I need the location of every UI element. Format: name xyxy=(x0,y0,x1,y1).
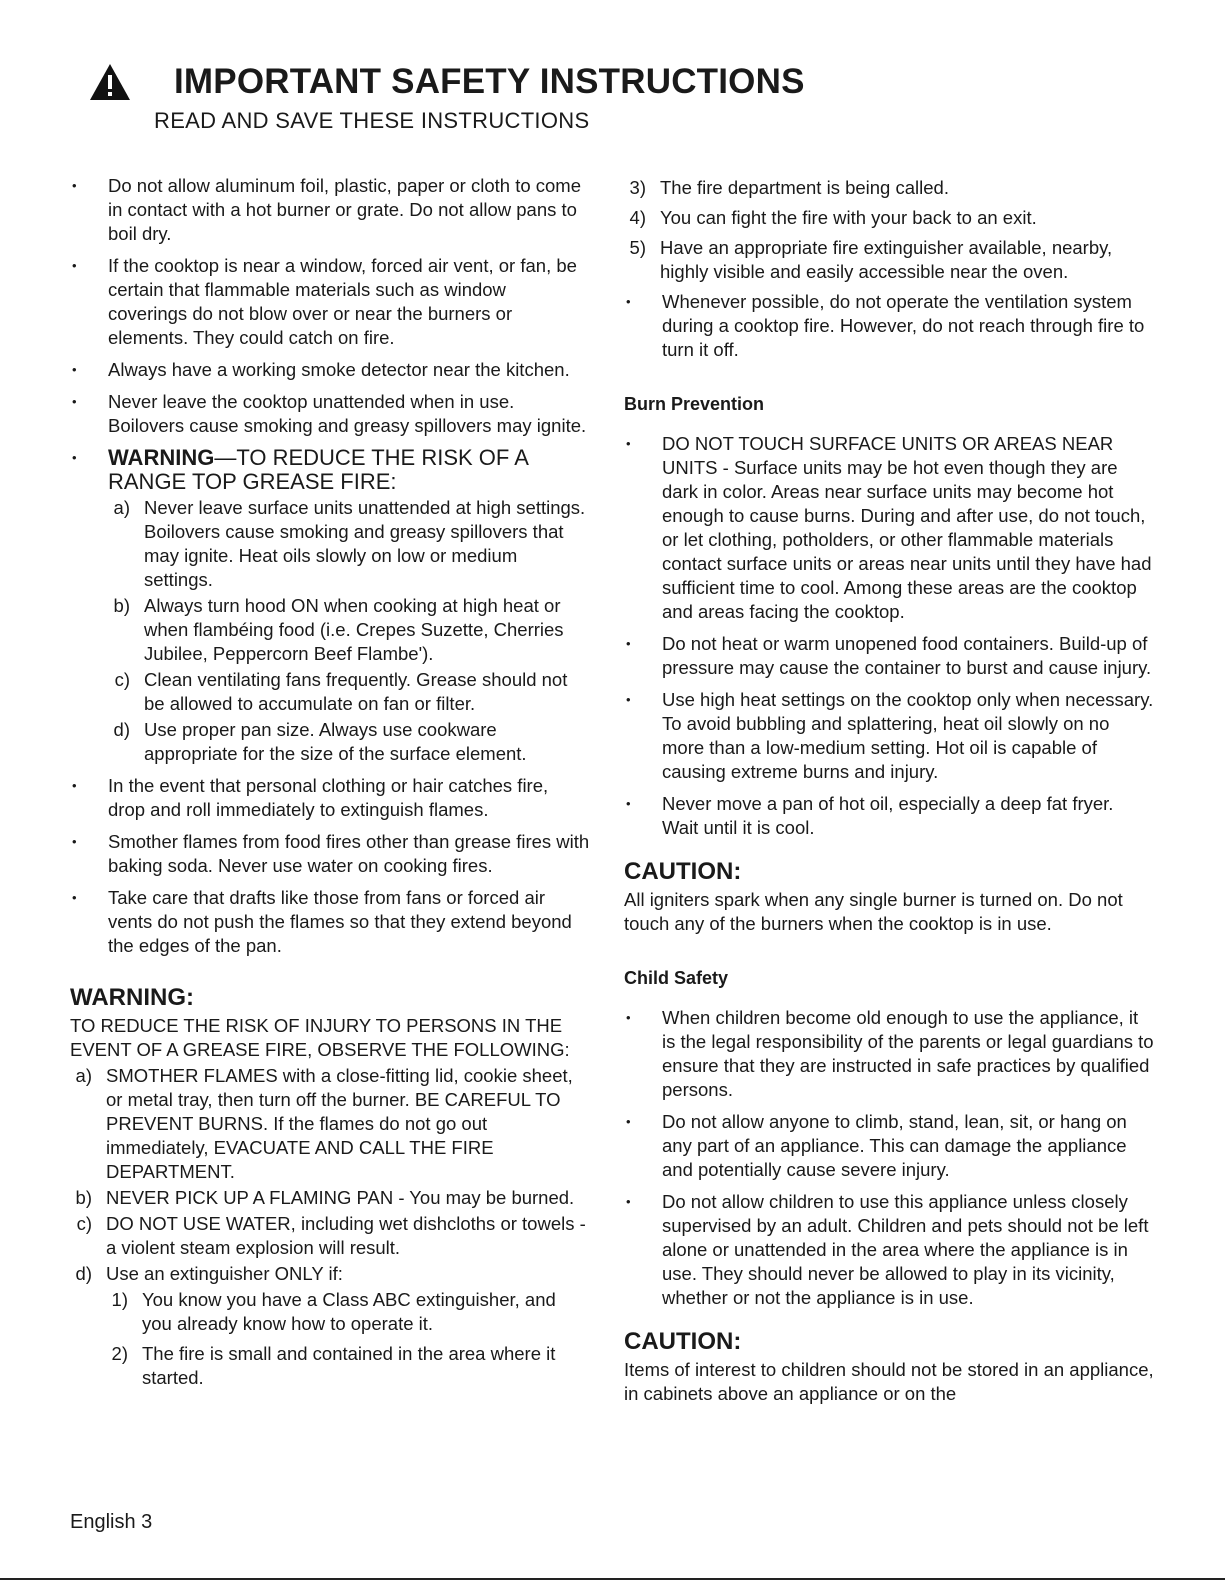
list-item xyxy=(106,1288,590,1336)
list-item-text: Clean ventilating fans frequently. Grease should not be allowed to accumulate on fan or filter. xyxy=(144,669,568,714)
list-item-text: Always turn hood ON when cooking at high heat or when flambéing food (i.e. Crepes Suzette, Cherries Jubilee, Peppercorn Beef Flambe'). xyxy=(144,595,564,664)
warning-label: WARNING xyxy=(108,445,215,470)
right-column xyxy=(624,174,1154,1406)
burn-prevention-heading: Burn Prevention xyxy=(624,394,765,414)
list-marker: b) xyxy=(75,1187,92,1208)
list-item-text: DO NOT USE WATER, including wet dishcloths or towels - a violent steam explosion will result. xyxy=(106,1213,586,1258)
child-safety-heading: Child Safety xyxy=(624,968,729,988)
page-subtitle: READ AND SAVE THESE INSTRUCTIONS xyxy=(154,108,590,133)
list-item-text: Never leave surface units unattended at high settings. Boilovers cause smoking and greasy spillovers that may ignite. Heat oils slowly on low or medium settings. xyxy=(144,497,586,590)
list-item xyxy=(70,1064,590,1184)
list-item-text: Use an extinguisher ONLY if: xyxy=(106,1263,343,1284)
grease-fire-steps-list xyxy=(70,1064,590,1390)
grease-fire-warning-line xyxy=(108,446,590,494)
list-marker: d) xyxy=(113,719,130,740)
list-item-text: NEVER PICK UP A FLAMING PAN - You may be burned. xyxy=(106,1187,575,1208)
list-item: • Smother flames from food fires other than grease fires with baking soda. Never use water on cooking fires. xyxy=(70,830,590,878)
list-item: • Take care that drafts like those from fans or forced air vents do not push the flames so that they extend beyond the edges of the pan. xyxy=(70,886,590,958)
list-marker: 4) xyxy=(629,207,646,228)
list-item: • Never leave the cooktop unattended when in use. Boilovers cause smoking and greasy spillovers may ignite. xyxy=(70,390,590,438)
fire-safety-list xyxy=(70,174,590,958)
caution-paragraph: All igniters spark when any single burner is turned on. Do not touch any of the burners when the cooktop is in use. xyxy=(624,889,1123,934)
page-header xyxy=(70,62,805,134)
warning-text: —TO REDUCE THE RISK OF A RANGE TOP GREASE FIRE: xyxy=(108,445,528,494)
list-marker: a) xyxy=(75,1065,92,1086)
list-item: • If the cooktop is near a window, forced air vent, or fan, be certain that flammable materials such as window coverings do not blow over or near the burners or elements. They could catch on fire. xyxy=(70,254,590,350)
list-item xyxy=(70,1186,590,1210)
grease-fire-warning-item xyxy=(70,446,590,766)
list-item: • Do not allow anyone to climb, stand, lean, sit, or hang on any part of an appliance. This can damage the appliance and potentially cause severe injury. xyxy=(624,1110,1154,1182)
list-marker: c) xyxy=(76,1213,92,1234)
list-item xyxy=(624,236,1154,284)
list-marker: 2) xyxy=(111,1343,128,1364)
extinguisher-conditions-list xyxy=(106,1288,590,1390)
list-item: • Always have a working smoke detector near the kitchen. xyxy=(70,358,590,382)
list-item: • Do not heat or warm unopened food containers. Build-up of pressure may cause the container to burst and cause injury. xyxy=(624,632,1154,680)
burn-prevention-list xyxy=(624,432,1154,840)
list-item-text: The fire department is being called. xyxy=(660,177,949,198)
bottom-divider xyxy=(0,1578,1225,1580)
list-item: • Do not allow children to use this appliance unless closely supervised by an adult. Children and pets should not be left alone or unattended in the area where the appliance is in use. They should never be allowed to play in its vicinity, whether or not the appliance is in use. xyxy=(624,1190,1154,1310)
list-item xyxy=(108,668,590,716)
ventilation-list xyxy=(624,290,1154,362)
list-marker: 1) xyxy=(111,1289,128,1310)
list-item-text: The fire is small and contained in the area where it started. xyxy=(142,1343,556,1388)
list-item: • Do not allow aluminum foil, plastic, paper or cloth to come in contact with a hot burner or grate. Do not allow pans to boil dry. xyxy=(70,174,590,246)
warning-triangle-icon xyxy=(88,62,132,102)
list-item: • Never move a pan of hot oil, especially a deep fat fryer. Wait until it is cool. xyxy=(624,792,1154,840)
list-item: • Whenever possible, do not operate the ventilation system during a cooktop fire. However, do not reach through fire to turn it off. xyxy=(624,290,1154,362)
extinguisher-conditions-continued xyxy=(624,176,1154,284)
list-item xyxy=(624,176,1154,200)
list-marker: a) xyxy=(113,497,130,518)
left-column xyxy=(70,174,590,1396)
list-item-text: You know you have a Class ABC extinguisher, and you already know how to operate it. xyxy=(142,1289,556,1334)
list-item: • Use high heat settings on the cooktop only when necessary. To avoid bubbling and splattering, heat oil slowly on no more than a low-medium setting. Hot oil is capable of causing extreme burns and injury. xyxy=(624,688,1154,784)
list-item: • In the event that personal clothing or hair catches fire, drop and roll immediately to extinguish flames. xyxy=(70,774,590,822)
caution-heading: CAUTION: xyxy=(624,858,742,885)
list-marker: 3) xyxy=(629,177,646,198)
list-item xyxy=(106,1342,590,1390)
list-item-text: Use proper pan size. Always use cookware appropriate for the size of the surface element. xyxy=(144,719,527,764)
warning-heading: WARNING: xyxy=(70,984,194,1011)
list-item xyxy=(108,496,590,592)
list-item-text: Have an appropriate fire extinguisher available, nearby, highly visible and easily accessible near the oven. xyxy=(660,237,1113,282)
list-item-text: You can fight the fire with your back to an exit. xyxy=(660,207,1037,228)
caution-paragraph-2: Items of interest to children should not be stored in an appliance, in cabinets above an appliance or on the xyxy=(624,1359,1154,1404)
child-safety-list xyxy=(624,1006,1154,1310)
title-row xyxy=(70,62,805,102)
page-number: English 3 xyxy=(70,1511,153,1533)
list-item xyxy=(70,1262,590,1390)
list-marker: c) xyxy=(114,669,130,690)
list-marker: 5) xyxy=(629,237,646,258)
list-marker: b) xyxy=(113,595,130,616)
list-item xyxy=(108,718,590,766)
list-item: • When children become old enough to use the appliance, it is the legal responsibility of the parents or legal guardians to ensure that they are instructed in safe practices by qualified persons. xyxy=(624,1006,1154,1102)
list-item xyxy=(70,1212,590,1260)
list-item xyxy=(624,206,1154,230)
grease-fire-sublist xyxy=(108,496,590,766)
list-item-text: SMOTHER FLAMES with a close-fitting lid, cookie sheet, or metal tray, then turn off the burner. BE CAREFUL TO PREVENT BURNS. If the flames do not go out immediately, EVACUATE AND CALL THE FIRE DEPARTMENT. xyxy=(106,1065,573,1182)
page-title: IMPORTANT SAFETY INSTRUCTIONS xyxy=(174,62,805,101)
list-item: • DO NOT TOUCH SURFACE UNITS OR AREAS NEAR UNITS - Surface units may be hot even though they are dark in color. Areas near surface units may become hot enough to cause burns. During and after use, do not touch, or let clothing, potholders, or other flammable materials contact surface units or areas near units until they have had sufficient time to cool. Among these areas are the cooktop and areas facing the cooktop. xyxy=(624,432,1154,624)
warning-paragraph: TO REDUCE THE RISK OF INJURY TO PERSONS IN THE EVENT OF A GREASE FIRE, OBSERVE THE FOLLOWING: xyxy=(70,1015,570,1060)
list-marker: d) xyxy=(75,1263,92,1284)
list-item xyxy=(108,594,590,666)
caution-heading-2: CAUTION: xyxy=(624,1328,742,1355)
